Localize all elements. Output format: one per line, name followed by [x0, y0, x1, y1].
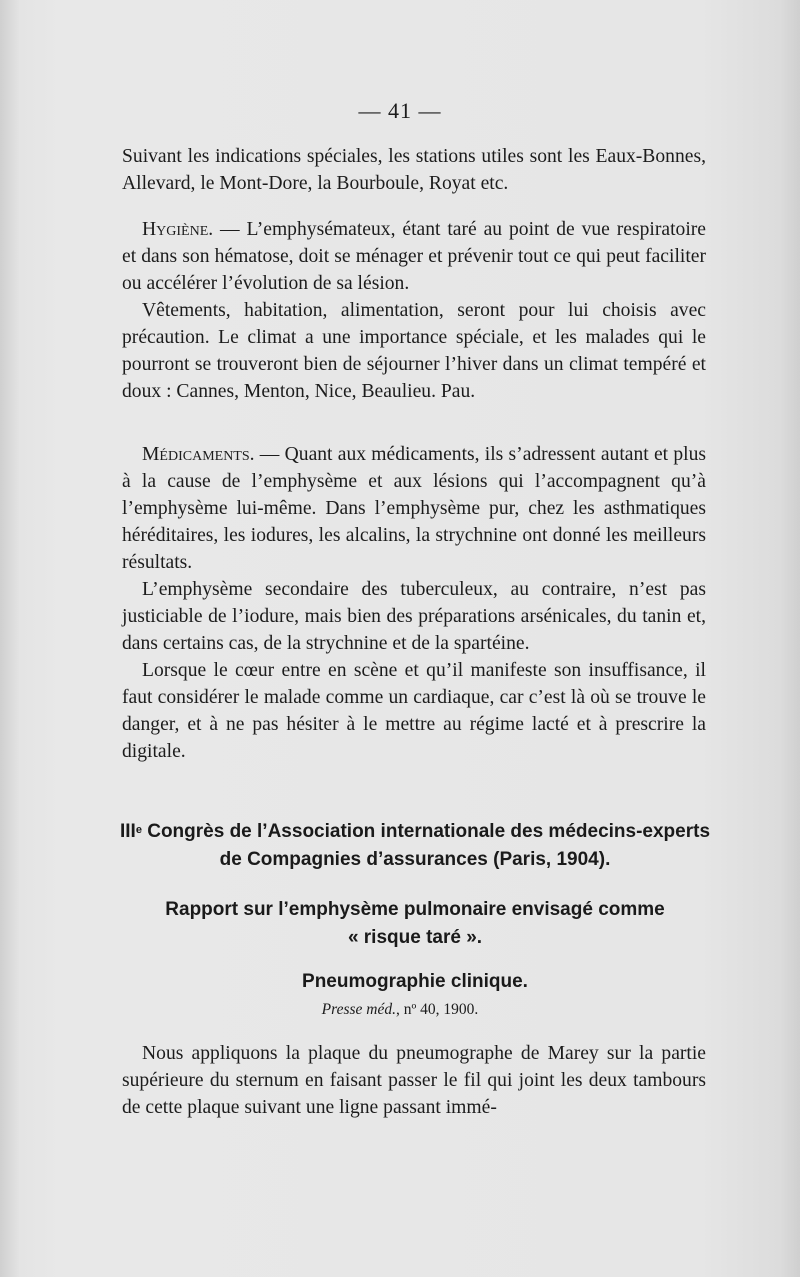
page-number: — 41 — [358, 98, 442, 123]
stations-section [122, 143, 706, 197]
medicaments-section [122, 441, 706, 765]
stations-paragraph: Suivant les indications spéciales, les stations utiles sont les Eaux-Bonnes, Allevard, le Mont-Dore, la Bourboule, Royat etc. [122, 146, 706, 194]
rapport-heading-line2: « risque taré ». [347, 927, 483, 948]
congres-heading-line1-rest: Congrès de l’Association internationale des médecins-experts [141, 821, 711, 842]
hygiene-section [122, 216, 706, 405]
congres-heading-line2: de Compagnies d’assurances (Paris, 1904). [219, 849, 611, 870]
congres-heading-line1 [110, 818, 720, 846]
citation-journal: Presse méd. [321, 1001, 396, 1018]
congres-numeral: III [119, 821, 136, 842]
citation [0, 1001, 800, 1019]
medicaments-paragraph [122, 441, 706, 576]
clothing-paragraph: Vêtements, habitation, alimentation, seront pour lui choisis avec précaution. Le climat a une importance spéciale, et les malades qui le pourront se trouveront bien de séjourner l’hiver dans un climat tempéré et doux : Cannes, Menton, Nice, Beaulieu. Pau. [122, 300, 706, 402]
pneumographie-heading: Pneumographie clinique. [302, 971, 528, 992]
pneumographe-section [122, 1040, 706, 1121]
medicaments-text: — Quant aux médicaments, ils s’adressent autant et plus à la cause de l’emphysème et aux lésions qui l’accompagnent qu’à l’emphysème lui-même. Dans l’emphysème pur, chez les asthmatiques héréditaires, les iodures, les alcalins, la strychnine ont donné les meilleurs résultats. [122, 444, 706, 573]
citation-rest: , nº 40, 1900. [396, 1001, 479, 1018]
congres-numeral-sup: e [135, 824, 142, 836]
coeur-paragraph: Lorsque le cœur entre en scène et qu’il manifeste son insuffisance, il faut considérer le malade comme un cardiaque, car c’est là où se trouve le danger, et à ne pas hésiter à le mettre au régime lacté et à prescrire la digitale. [122, 660, 706, 762]
hygiene-paragraph [122, 216, 706, 297]
hygiene-label: Hygiène. [142, 219, 214, 240]
rapport-heading-line1: Rapport sur l’emphysème pulmonaire envisagé comme [165, 899, 665, 920]
medicaments-label: Médicaments. [142, 444, 255, 465]
hygiene-text: — L’emphysémateux, étant taré au point de vue respiratoire et dans son hématose, doit se ménager et prévenir tout ce qui peut faciliter ou accélérer l’évolution de sa lésion. [122, 219, 706, 294]
tuberculeux-paragraph: L’emphysème secondaire des tuberculeux, au contraire, n’est pas justiciable de l’iodure, mais bien des préparations arsénicales, du tanin et, dans certains cas, de la strychnine et de la spartéine. [122, 579, 706, 654]
rapport-heading [110, 896, 720, 952]
pneumographe-paragraph: Nous appliquons la plaque du pneumographe de Marey sur la partie supérieure du sternum en faisant passer le fil qui joint les deux tambours de cette plaque suivant une ligne passant immé- [122, 1043, 706, 1118]
congres-heading [110, 818, 720, 874]
